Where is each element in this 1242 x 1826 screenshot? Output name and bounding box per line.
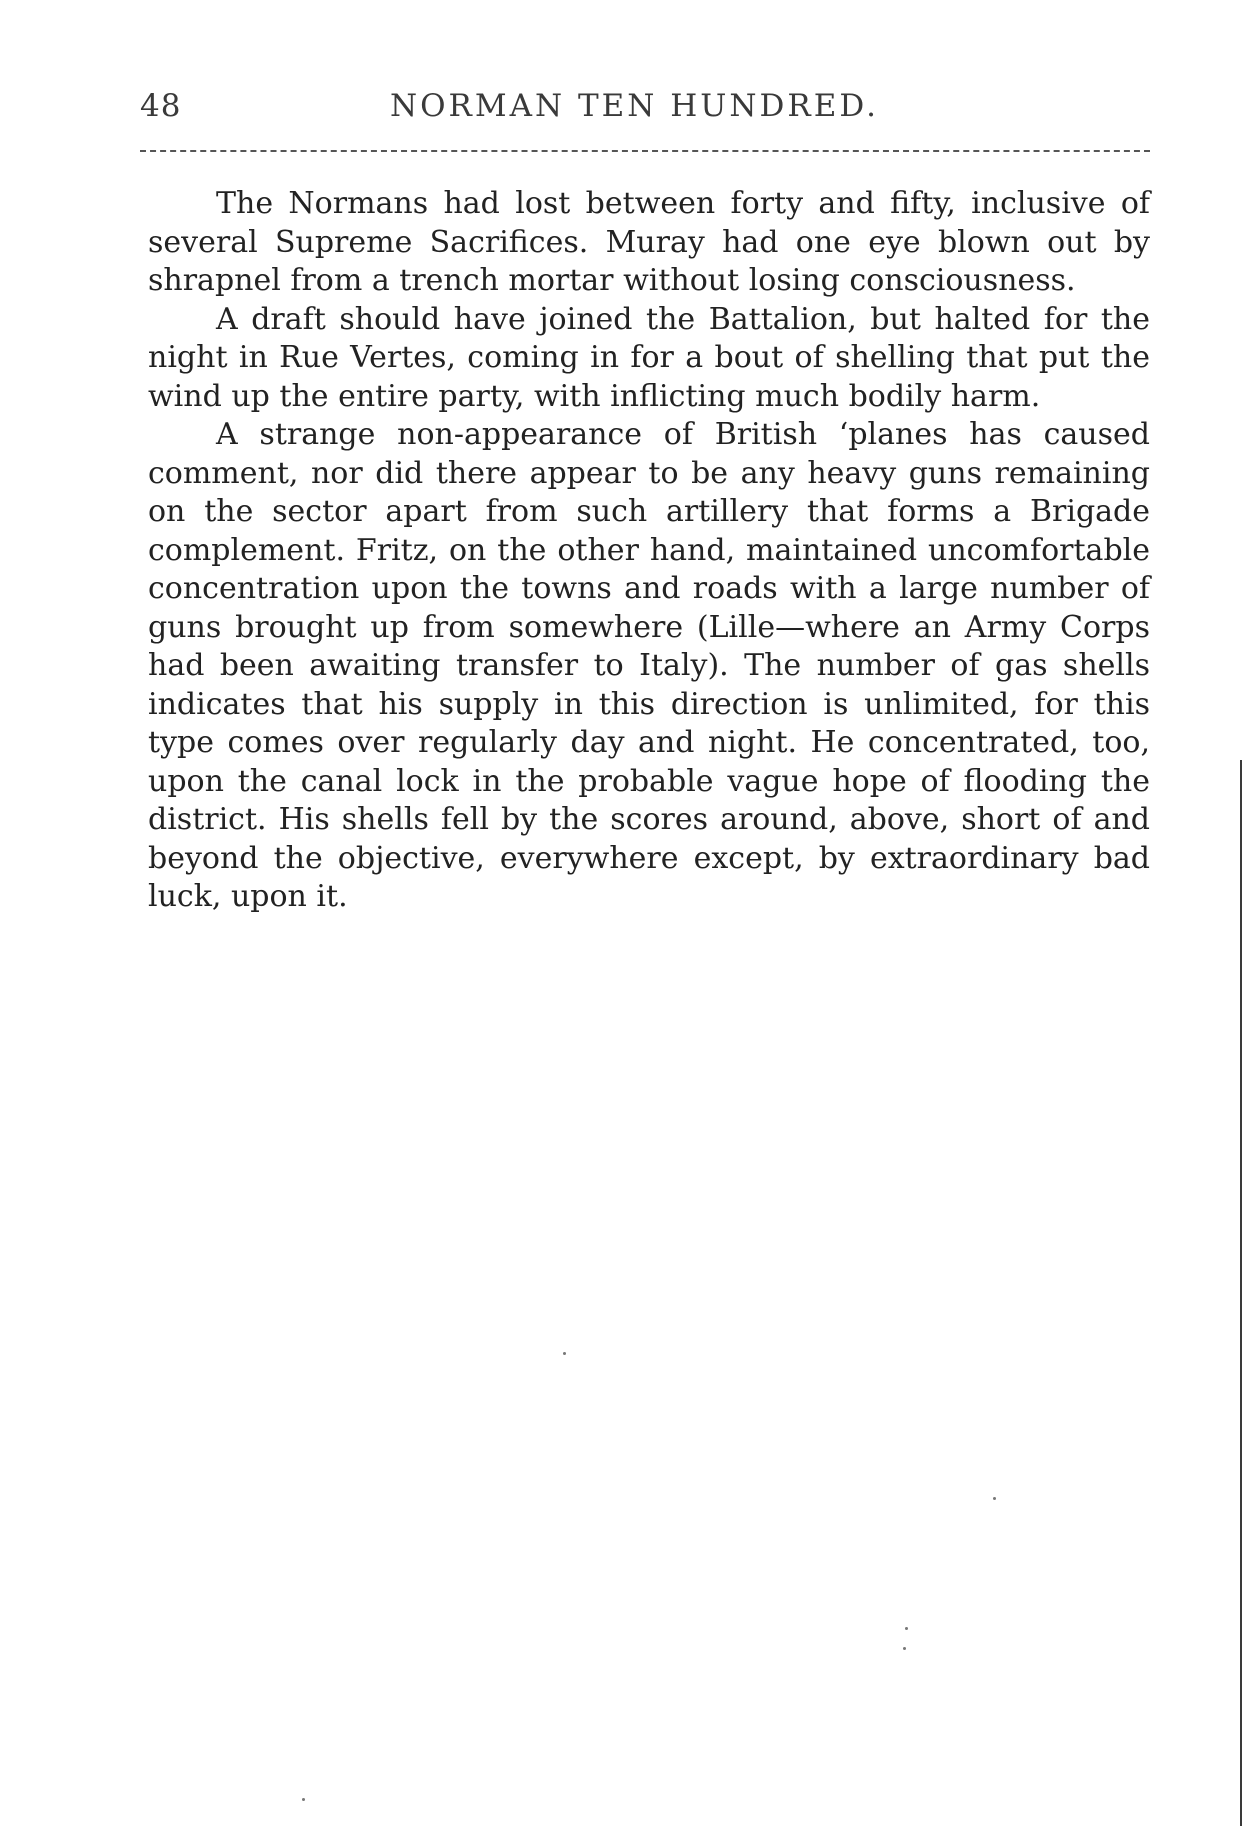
paragraph: The Normans had lost between forty and fifty, inclusive of several Supreme Sacrifices. Muray had one eye blown out by shrapnel from a trench mortar without losing consciousness.	[148, 186, 1150, 298]
page-number: 48	[140, 88, 182, 124]
running-title: NORMAN TEN HUNDRED.	[390, 88, 879, 124]
paragraph: A draft should have joined the Battalion, but halted for the night in Rue Vertes, coming in for a bout of shelling that put the wind up the entire party, with inflicting much bodily harm.	[148, 301, 1150, 414]
body-text	[148, 185, 1150, 917]
header-rule	[140, 150, 1150, 152]
scan-speck	[905, 1627, 908, 1630]
scan-speck	[563, 1352, 566, 1355]
scan-speck	[903, 1647, 906, 1650]
scan-speck	[993, 1497, 996, 1500]
scan-speck	[302, 1798, 305, 1801]
paragraph: A strange non-appearance of British ‘planes has caused comment, nor did there appear to be any heavy guns remaining on the sector apart from such artillery that forms a Brigade complement. Fritz, on the other hand, maintained uncomfortable concentration upon the towns and roads with a large number of guns brought up from somewhere (Lille—where an Army Corps had been awaiting transfer to Italy). The number of gas shells indicates that his supply in this direction is unlimited, for this type comes over regularly day and night. He concentrated, too, upon the canal lock in the probable vague hope of flooding the district. His shells fell by the scores around, above, short of and beyond the objective, everywhere except, by extraordinary bad luck, upon it.	[148, 417, 1150, 914]
